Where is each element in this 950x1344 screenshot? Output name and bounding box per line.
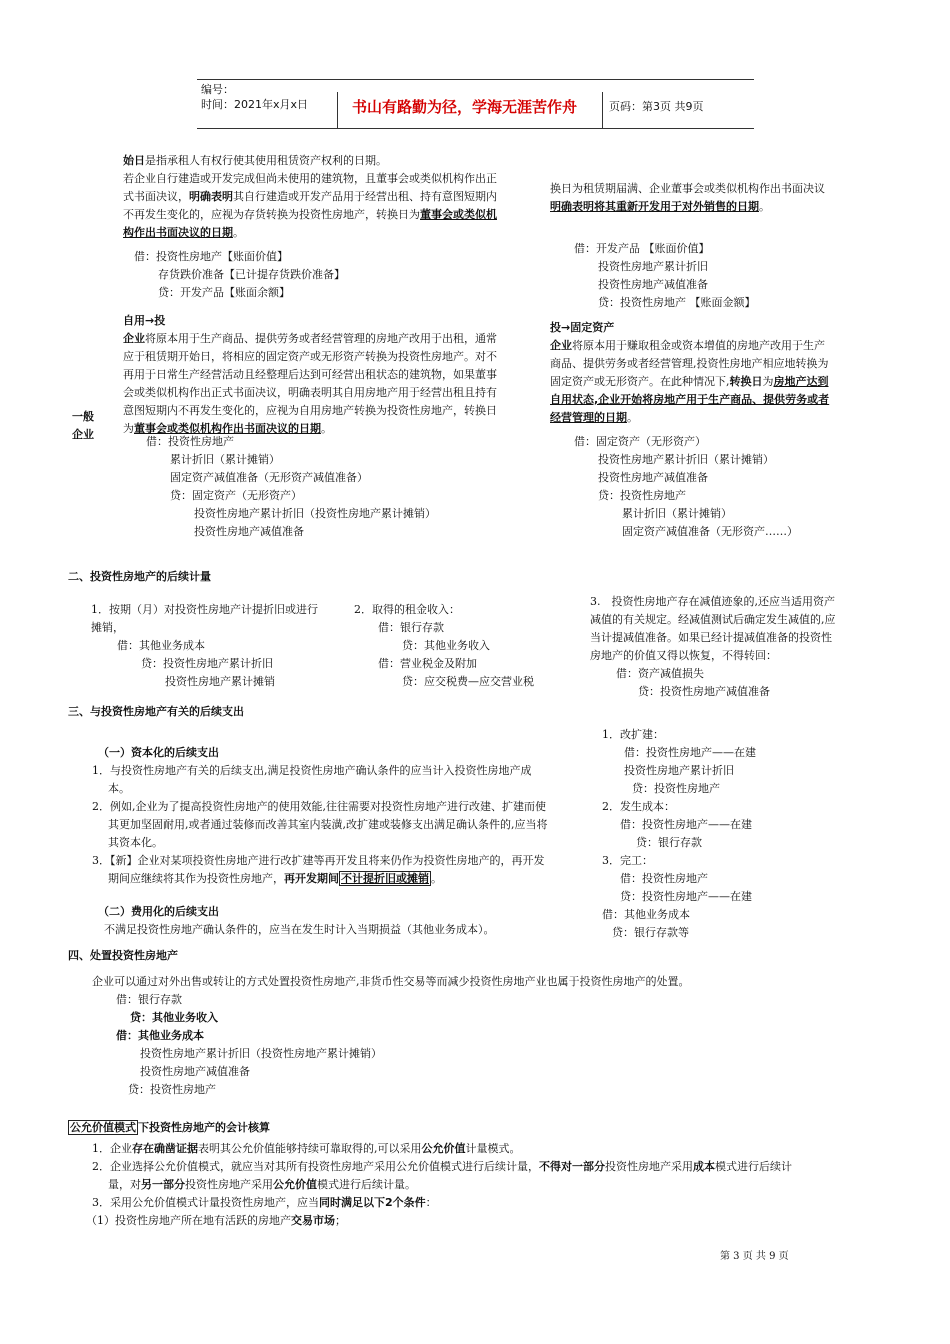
entry-line: 累计折旧（累计摊销） xyxy=(622,507,732,520)
underlined-term: 自用状态,企业开始将房地产用于生产商品、提供劳务或者 xyxy=(550,393,830,406)
entry-line: 投资性房地产累计折旧 xyxy=(598,260,708,273)
bold-term: 交易市场 xyxy=(291,1214,335,1227)
entry-line: 累计折旧（累计摊销） xyxy=(170,453,280,466)
text-line: 固定资产或无形资产。在此种情况下, xyxy=(550,375,730,388)
left-mid-entry xyxy=(146,433,436,541)
text-line: 3．采用公允价值模式计量投资性房地产，应当 xyxy=(92,1196,319,1209)
bold-term: 存在确凿证据 xyxy=(132,1142,198,1155)
text-line: 表明其公允价值能够持续可靠取得的,可以采用 xyxy=(198,1142,422,1155)
text-line: 再用于日常生产经营活动且经整理后达到可经营出租状态的建筑物，如果董事 xyxy=(123,368,497,381)
sec2-col1 xyxy=(91,601,318,691)
subsection-title: 投→固定资产 xyxy=(550,321,615,334)
header-meta xyxy=(201,82,308,112)
number-label: 编号： xyxy=(201,83,234,96)
right-mid-section xyxy=(550,319,829,427)
entry-line: 3．完工： xyxy=(602,854,653,867)
underlined-term: 构作出书面决议的日期 xyxy=(123,226,233,239)
text-line: 2．例如,企业为了提高投资性房地产的使用效能,往往需要对投资性房地产进行改建、扩建而使 xyxy=(92,800,546,813)
entry-line: 借：投资性房地产 xyxy=(146,435,234,448)
left-top-paragraph xyxy=(123,152,553,242)
entry-line: 贷：固定资产（无形资产） xyxy=(170,489,302,502)
text-line: 模式进行后续计 xyxy=(715,1160,792,1173)
text-line: 不再发生变化的，应视为存货转换为投资性房地产，转换日为 xyxy=(123,208,420,221)
right-top-paragraph xyxy=(550,180,825,216)
sec3-left xyxy=(92,744,548,888)
bold-term: 再开发期间 xyxy=(284,872,339,885)
sec2-col2 xyxy=(354,601,534,691)
underlined-term: 房地产达到 xyxy=(773,375,829,388)
text-line: 式书面决议， xyxy=(123,190,189,203)
section-title-fair-value xyxy=(68,1119,270,1137)
entry-line: 投资性房地产减值准备 xyxy=(598,278,708,291)
section-title: 二、投资性房地产的后续计量 xyxy=(68,570,211,583)
entry-line: 投资性房地产减值准备 xyxy=(598,471,708,484)
text-line: 1．按期（月）对投资性房地产计提折旧或进行 xyxy=(91,603,318,616)
subsection-title: （二）费用化的后续支出 xyxy=(98,905,219,918)
entry-line: 借：开发产品 【账面价值】 xyxy=(574,242,710,255)
section-title-rest: 下投资性房地产的会计核算 xyxy=(138,1121,270,1134)
text-line: 计量模式。 xyxy=(465,1142,521,1155)
entry-line: 借：银行存款 xyxy=(378,621,444,634)
text-line: 会或类似机构作出正式书面决议，明确表明其自用房地产用于经营出租且持有 xyxy=(123,386,497,399)
text-line: 量，对 xyxy=(108,1178,141,1191)
right-top-entry xyxy=(574,240,756,312)
entry-line: 固定资产减值准备（无形资产减值准备） xyxy=(170,471,368,484)
text-line: 不满足投资性房地产确认条件的，应当在发生时计入当期损益（其他业务成本）。 xyxy=(104,923,495,936)
time-label: 时间：2021年x月x日 xyxy=(201,98,309,111)
entry-line: 贷：银行存款 xyxy=(636,836,702,849)
entry-line: 投资性房地产累计摊销 xyxy=(165,675,275,688)
text-line: ： xyxy=(425,1196,437,1209)
entry-line: 借：投资性房地产——在建 xyxy=(620,818,752,831)
entry-line: 贷：银行存款等 xyxy=(612,926,689,939)
entry-line: 投资性房地产累计折旧（投资性房地产累计摊销） xyxy=(140,1047,382,1060)
entry-line: 借：其他业务成本 xyxy=(602,908,690,921)
text-line: 2．企业选择公允价值模式，就应当对其所有投资性房地产采用公允价值模式进行后续计量， xyxy=(92,1160,539,1173)
bold-term: 转换日 xyxy=(729,375,763,388)
text-line: 若企业自行建造或开发完成但尚未使用的建筑物，且董事会或类似机构作出正 xyxy=(123,172,497,185)
text-line: 2．取得的租金收入： xyxy=(354,603,460,616)
entry-line: 投资性房地产累计折旧（累计摊销） xyxy=(598,453,774,466)
bold-term: 不得对一部分 xyxy=(539,1160,605,1173)
section-title: 四、处置投资性房地产 xyxy=(68,949,178,962)
boxed-term: 公允价值模式 xyxy=(70,1121,136,1134)
bold-term: 同时满足以下2个条件 xyxy=(319,1196,426,1209)
entry-line: 投资性房地产累计折旧 xyxy=(624,764,734,777)
text-line: （1）投资性房地产所在地有活跃的房地产 xyxy=(86,1214,291,1227)
text-line: 。 xyxy=(233,226,244,239)
entry-line: 借：投资性房地产——在建 xyxy=(624,746,756,759)
text-line: 为 xyxy=(123,422,134,435)
footer-page-number: 第 3 页 共 9 页 xyxy=(720,1251,789,1262)
text-line: 将原本用于生产商品、提供劳务或者经营管理的房地产改用于出租，通常 xyxy=(145,332,497,345)
text-line: 。 xyxy=(431,872,442,885)
text-line: 房地产的价值又得以恢复，不得转回： xyxy=(590,649,777,662)
text-line: 。 xyxy=(321,422,332,435)
text-line: 投资性房地产采用 xyxy=(185,1178,273,1191)
text-line: 其资本化。 xyxy=(108,836,163,849)
text-line: 商品、提供劳务或者经营管理,投资性房地产相应地转换为 xyxy=(550,357,829,370)
sec4-body xyxy=(92,973,690,1099)
entry-line: 借：投资性房地产【账面价值】 xyxy=(134,250,288,263)
text-line: 期间应继续将其作为投资性房地产， xyxy=(108,872,284,885)
section-title: 三、与投资性房地产有关的后续支出 xyxy=(68,705,244,718)
text-line: 为 xyxy=(762,375,774,388)
entry-line: 贷：投资性房地产累计折旧 xyxy=(141,657,273,670)
text-line: 本。 xyxy=(108,782,130,795)
bold-term: 企业 xyxy=(550,339,572,352)
text-line: 是指承租人有权行使其使用租赁资产权利的日期。 xyxy=(145,154,387,167)
entry-line: 借：营业税金及附加 xyxy=(378,657,477,670)
underlined-term: 明确表明将其重新开发用于对外销售的日期 xyxy=(550,200,759,213)
text-line: 投资性房地产采用 xyxy=(605,1160,693,1173)
bold-term: 成本 xyxy=(693,1160,715,1173)
left-mid-section xyxy=(123,312,497,438)
entry-line: 借：银行存款 xyxy=(116,993,182,1006)
entry-line: 2．发生成本： xyxy=(602,800,675,813)
entry-line: 贷：投资性房地产 xyxy=(632,782,720,795)
entry-line: 投资性房地产减值准备 xyxy=(140,1065,250,1078)
text-line: 。 xyxy=(627,411,638,424)
bold-term: 始日 xyxy=(123,154,145,167)
side-label-line: 一般 xyxy=(72,410,94,423)
boxed-term: 不计提折旧或摊销 xyxy=(341,872,429,885)
entry-line xyxy=(92,1009,690,1027)
text-line: ； xyxy=(335,1214,346,1227)
entry-line: 借：投资性房地产 xyxy=(620,872,708,885)
text-line: 其更加坚固耐用,或者通过装修而改善其室内装潢,改扩建或装修支出满足确认条件的,应当将 xyxy=(108,818,548,831)
entry-line: 贷：投资性房地产——在建 xyxy=(620,890,752,903)
text-line: 3. 投资性房地产存在减值迹象的,还应当适用资产 xyxy=(590,595,835,608)
entry-line: 借：其他业务成本 xyxy=(117,639,205,652)
entry-line: 借：资产减值损失 xyxy=(616,667,704,680)
underlined-term: 董事会或类似机 xyxy=(420,208,497,221)
subsection-title: 自用→投 xyxy=(123,314,166,327)
entry-line: 贷：投资性房地产 xyxy=(598,489,686,502)
entry-line: 固定资产减值准备（无形资产……） xyxy=(622,525,798,538)
underlined-term: 经营管理的日期 xyxy=(550,411,627,424)
subsection-title: （一）资本化的后续支出 xyxy=(98,746,219,759)
entry-line: 贷：投资性房地产 xyxy=(128,1083,216,1096)
text-line: 模式进行后续计量。 xyxy=(317,1178,416,1191)
bold-term: 公允价值 xyxy=(273,1178,317,1191)
bold-entry: 贷：其他业务收入 xyxy=(130,1011,218,1024)
sec2-col3 xyxy=(590,593,836,701)
entry-line: 贷：开发产品【账面余额】 xyxy=(158,286,290,299)
underlined-term: 董事会或类似机构作出书面决议的日期 xyxy=(134,422,321,435)
text-line: 减值的有关规定。经减值测试后确定发生减值的,应 xyxy=(590,613,836,626)
bold-term: 另一部分 xyxy=(141,1178,185,1191)
page-header xyxy=(197,79,754,129)
entry-line: 贷：应交税费—应交营业税 xyxy=(402,675,534,688)
text-line: 换日为租赁期届满、企业董事会或类似机构作出书面决议 xyxy=(550,182,825,195)
header-divider xyxy=(337,92,338,128)
header-motto: 书山有路勤为径，学海无涯苦作舟 xyxy=(352,98,578,116)
entry-line: 贷：其他业务收入 xyxy=(402,639,490,652)
text-line: 1．企业 xyxy=(92,1142,132,1155)
side-label-general-enterprise xyxy=(72,408,94,444)
bold-term: 企业 xyxy=(123,332,145,345)
text-line: 。 xyxy=(759,200,770,213)
entry-line: 存货跌价准备【已计提存货跌价准备】 xyxy=(158,268,345,281)
entry-line: 借：固定资产（无形资产） xyxy=(574,435,706,448)
entry-line: 贷：投资性房地产 【账面金额】 xyxy=(598,296,756,309)
text-line: 其自行建造或开发产品用于经营出租、持有意图短期内 xyxy=(233,190,497,203)
text-line: 1．与投资性房地产有关的后续支出,满足投资性房地产确认条件的应当计入投资性房地产成 xyxy=(92,764,532,777)
bold-term: 明确表明 xyxy=(189,190,233,203)
entry-line: 借：其他业务成本 xyxy=(116,1029,204,1042)
sec5-body xyxy=(86,1140,792,1230)
text-line: 当计提减值准备。如果已经计提减值准备的投资性 xyxy=(590,631,832,644)
text-line: 摊销， xyxy=(91,621,124,634)
text-line: 意图短期内不再发生变化的，应视为自用房地产转换为投资性房地产，转换日 xyxy=(123,404,497,417)
text-line: 将原本用于赚取租金或资本增值的房地产改用于生产 xyxy=(572,339,825,352)
left-top-entry xyxy=(134,248,345,302)
entry-line: 贷：投资性房地产减值准备 xyxy=(638,685,770,698)
entry-line: 投资性房地产累计折旧（投资性房地产累计摊销） xyxy=(194,507,436,520)
side-label-line: 企业 xyxy=(72,428,94,441)
bold-term: 公允价值 xyxy=(421,1142,466,1155)
sec3-right xyxy=(602,726,756,942)
header-page-label: 页码：第3页 共9页 xyxy=(609,100,704,113)
text-line: 3．【新】企业对某项投资性房地产进行改扩建等再开发且将来仍作为投资性房地产的，再开发 xyxy=(92,854,545,867)
text-line: 应于租赁期开始日，将相应的固定资产或无形资产转换为投资性房地产。对不 xyxy=(123,350,497,363)
sec3-left-expense xyxy=(98,903,495,939)
header-divider xyxy=(602,92,603,128)
entry-line: 1．改扩建： xyxy=(602,728,664,741)
text-line: 企业可以通过对外出售或转让的方式处置投资性房地产,非货币性交易等而减少投资性房地产业也属于投资性房地产的处置。 xyxy=(92,975,690,988)
right-mid-entry xyxy=(574,433,798,541)
entry-line: 投资性房地产减值准备 xyxy=(194,525,304,538)
